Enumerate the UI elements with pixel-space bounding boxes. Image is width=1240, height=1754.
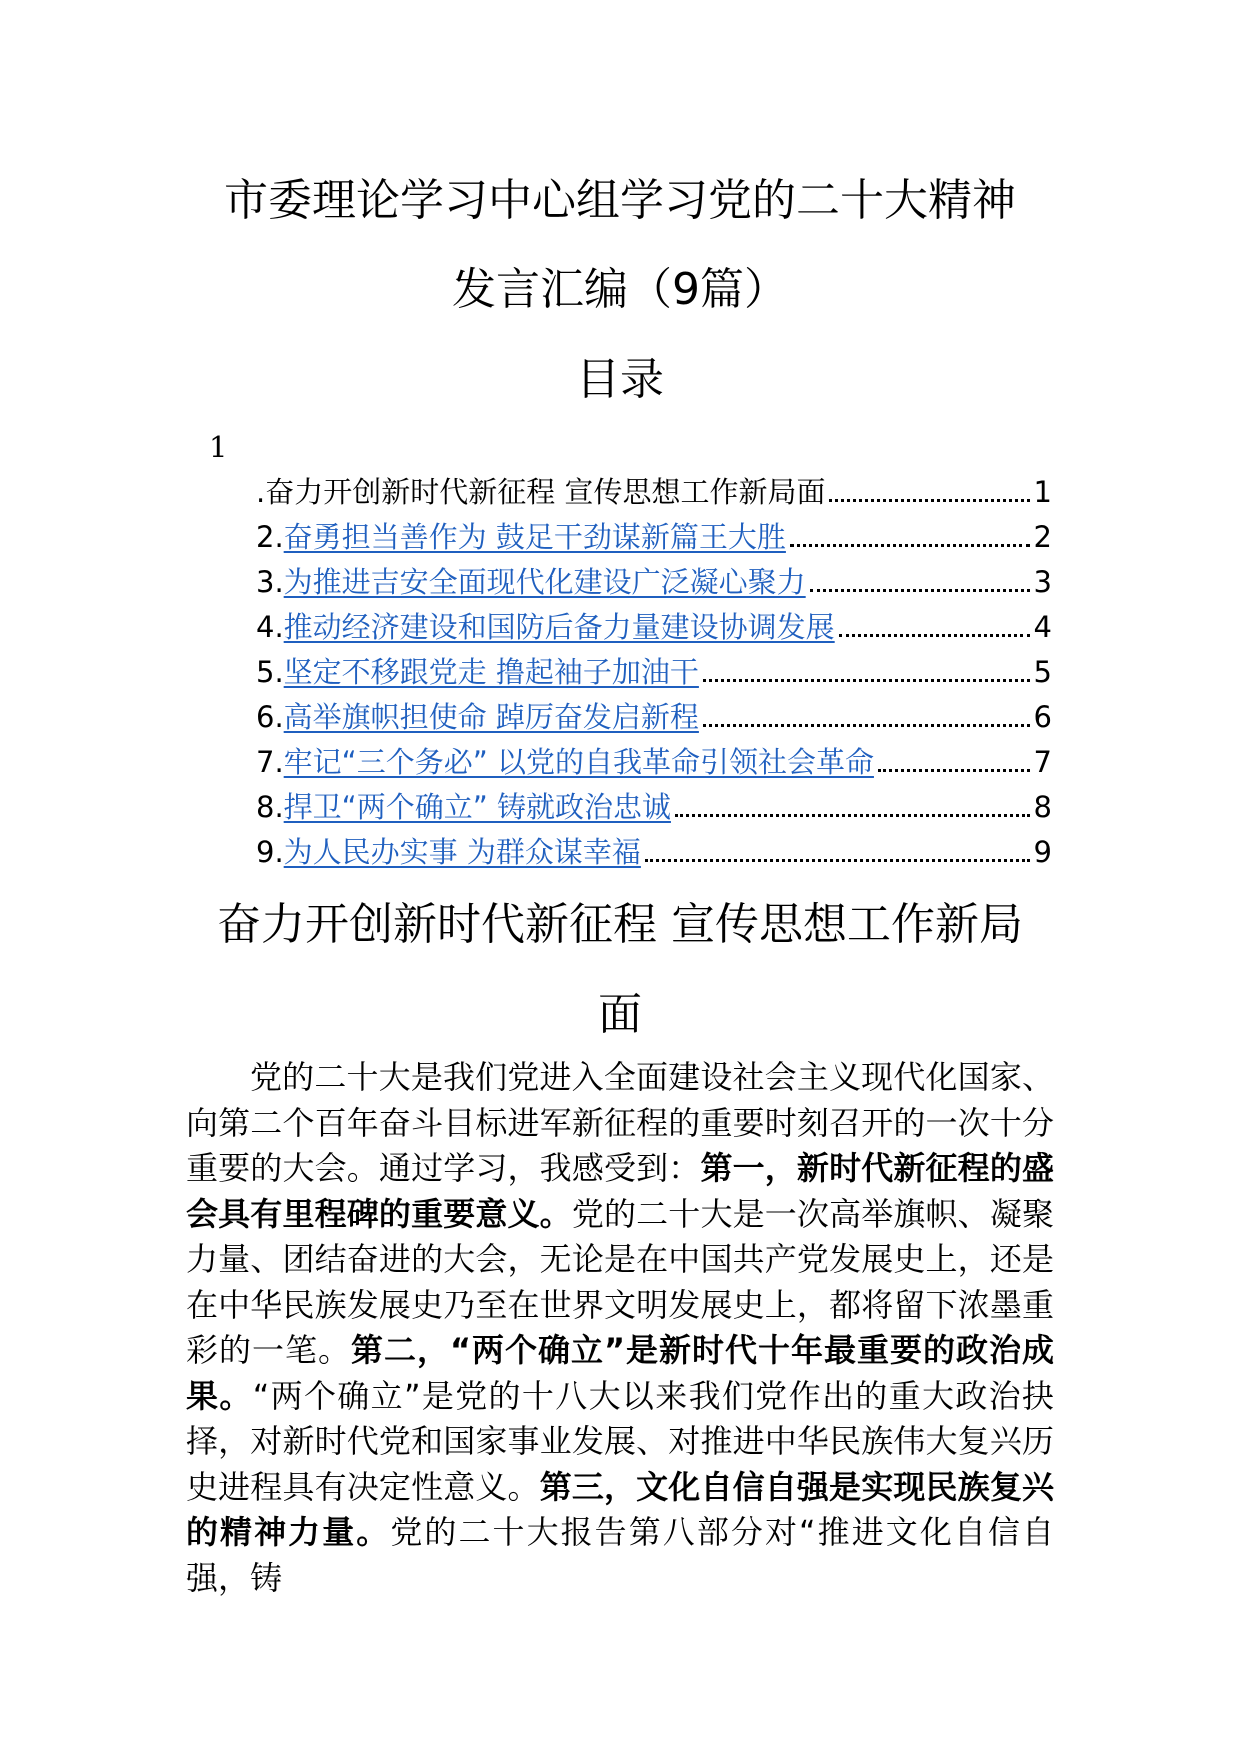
toc-entry-number: 8. xyxy=(256,790,284,824)
toc-entry-link[interactable]: 捍卫“两个确立” 铸就政治忠诚 xyxy=(283,790,671,824)
toc-entry-title: 奋力开创新时代新征程 宣传思想工作新局面 xyxy=(265,475,826,509)
toc-entry-5[interactable] xyxy=(256,650,1052,695)
toc-entry-link[interactable]: 牢记“三个务必” 以党的自我革命引领社会革命 xyxy=(283,745,874,779)
toc-entry-page: 6 xyxy=(1033,700,1052,734)
toc-heading: 目录 xyxy=(576,354,664,405)
paragraph-text: 党的二十大是一次高举旗帜、凝聚力量、团结奋进的大会，无论是在中国共产党发展史上，还是在中华民族发展史乃至在世界文明发展史上，都将留下浓墨重彩的一笔。 xyxy=(186,1194,1054,1369)
toc-entry-9[interactable] xyxy=(256,830,1052,875)
section-title-line-2: 面 xyxy=(598,989,642,1040)
toc-entry-2[interactable] xyxy=(256,515,1052,560)
toc-entry-page: 8 xyxy=(1033,790,1052,824)
toc-entry-page: 1 xyxy=(1033,475,1052,509)
toc-entry-page: 2 xyxy=(1033,520,1052,554)
toc-entry-number: . xyxy=(256,475,266,509)
toc-dot-leader xyxy=(790,544,1030,547)
toc-entry-number: 7. xyxy=(256,745,284,779)
toc-entry-page: 3 xyxy=(1033,565,1052,599)
paragraph-text: 党的二十大是我们党进入全面建设社会主义现代化国家、向第二个百年奋斗目标进军新征程的重要时刻召开的一次十分重要的大会。通过学习，我感受到： xyxy=(186,1058,1054,1187)
toc-entry-link[interactable]: 高举旗帜担使命 踔厉奋发启新程 xyxy=(283,700,699,734)
toc-entry-1[interactable] xyxy=(256,470,1052,515)
toc-entry-link[interactable]: 奋勇担当善作为 鼓足干劲谋新篇王大胜 xyxy=(283,520,786,554)
body-paragraph xyxy=(186,1055,1054,1601)
toc-dot-leader xyxy=(703,679,1030,682)
toc-dot-leader xyxy=(703,724,1030,727)
paragraph-text: 党的二十大报告第八部分对“推进文化自信自强，铸 xyxy=(186,1513,1054,1597)
toc-entry-number: 3. xyxy=(256,565,284,599)
toc-dot-leader xyxy=(839,634,1030,637)
document-title-line-1: 市委理论学习中心组学习党的二十大精神 xyxy=(224,175,1016,226)
toc-entry-page: 9 xyxy=(1033,835,1052,869)
document-title-line-2: 发言汇编（9篇） xyxy=(452,264,788,315)
paragraph-text: “两个确立”是党的十八大以来我们党作出的重大政治抉择，对新时代党和国家事业发展、对推进中华民族伟大复兴历史进程具有决定性意义。 xyxy=(186,1376,1054,1506)
toc-entry-4[interactable] xyxy=(256,605,1052,650)
paragraph-bold-point: 第一，新时代新征程的盛会具有里程碑的重要意义。 xyxy=(186,1149,1054,1233)
toc-entry-number: 2. xyxy=(256,520,284,554)
paragraph-bold-point: 第三，文化自信自强是实现民族复兴的精神力量。 xyxy=(186,1467,1054,1551)
section-title-line-1: 奋力开创新时代新征程 宣传思想工作新局 xyxy=(217,899,1023,950)
toc-dot-leader xyxy=(810,589,1030,592)
toc-entry-link[interactable]: 坚定不移跟党走 撸起袖子加油干 xyxy=(283,655,699,689)
toc-entry-6[interactable] xyxy=(256,695,1052,740)
paragraph-bold-point: 第二，“两个确立”是新时代十年最重要的政治成果。 xyxy=(186,1331,1054,1415)
toc-dot-leader xyxy=(645,859,1030,862)
toc-entry-link[interactable]: 为人民办实事 为群众谋幸福 xyxy=(283,835,641,869)
table-of-contents xyxy=(256,470,1052,875)
toc-entry-number: 6. xyxy=(256,700,284,734)
toc-dot-leader xyxy=(829,499,1029,502)
toc-entry-link[interactable]: 为推进吉安全面现代化建设广泛凝心聚力 xyxy=(283,565,806,599)
toc-entry-number: 4. xyxy=(256,610,284,644)
toc-entry-number: 9. xyxy=(256,835,284,869)
toc-entry-page: 5 xyxy=(1033,655,1052,689)
toc-entry-8[interactable] xyxy=(256,785,1052,830)
toc-entry-page: 4 xyxy=(1033,610,1052,644)
toc-entry-3[interactable] xyxy=(256,560,1052,605)
toc-list-marker: 1 xyxy=(209,430,228,464)
toc-dot-leader xyxy=(675,814,1030,817)
toc-entry-page: 7 xyxy=(1033,745,1052,779)
toc-entry-7[interactable] xyxy=(256,740,1052,785)
toc-dot-leader xyxy=(878,769,1030,772)
toc-entry-number: 5. xyxy=(256,655,284,689)
toc-entry-link[interactable]: 推动经济建设和国防后备力量建设协调发展 xyxy=(283,610,835,644)
